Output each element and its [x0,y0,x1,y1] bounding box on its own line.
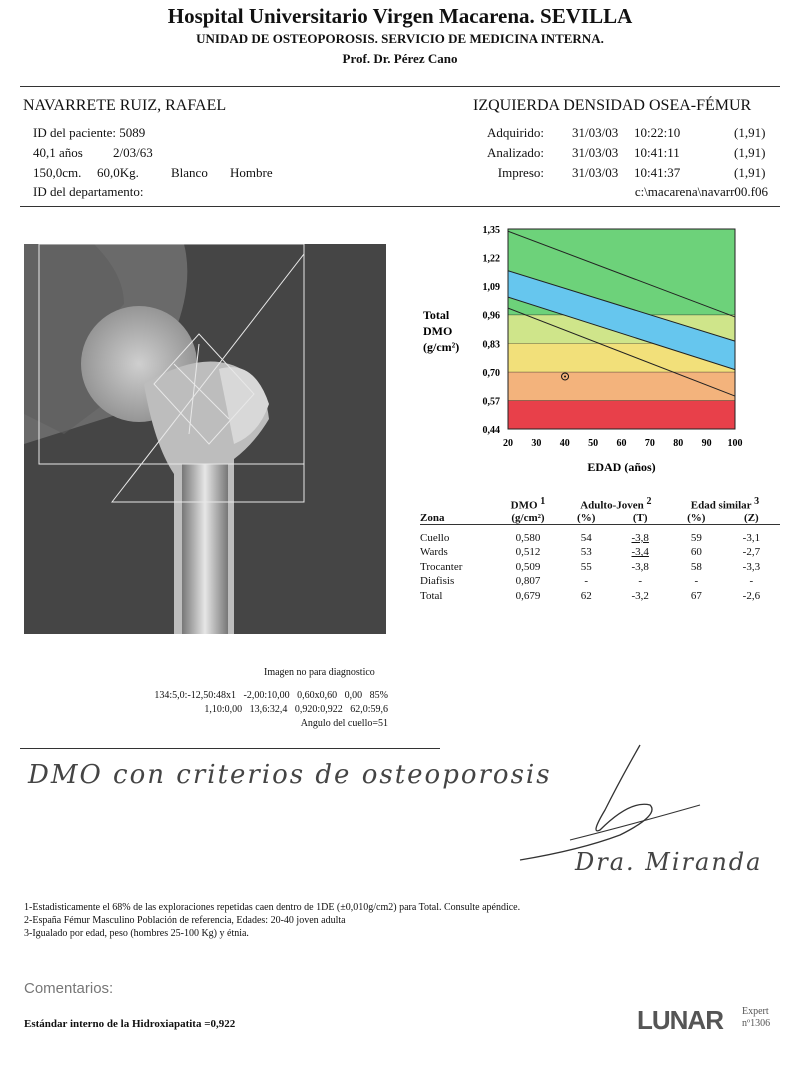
printed-version: (1,91) [734,165,766,180]
zone-name: Cuello [420,531,450,544]
patient-point-dot [564,375,566,377]
y-tick-label: 1,35 [482,225,500,236]
x-tick-label: 40 [559,438,570,449]
doctor-name: Dra. Miranda [575,848,763,876]
comments-label: Comentarios: [24,980,114,997]
dmo-value: 0,509 [515,560,541,573]
young-pct: 54 [580,531,592,544]
age-pct: 58 [690,560,702,573]
handwritten-comment: DMO con criterios de osteoporosis [28,760,552,790]
zone-name: Diafisis [420,575,455,588]
young-pct: - [584,575,589,588]
dmo-header: DMO [510,499,538,512]
comment-divider [20,748,440,749]
dmo-value: 0,580 [515,531,541,544]
x-tick-label: 60 [616,438,627,449]
young-pct-header: (%) [577,511,596,524]
x-tick-label: 50 [588,438,599,449]
y-tick-label: 0,57 [482,396,500,408]
expert-text: Expert [742,1006,769,1017]
zone-header: Zona [420,511,445,524]
department-id: ID del departamento: [33,184,144,199]
t-score: -3,4 [631,546,649,559]
y-axis-label: DMO [423,324,453,338]
femur-scan-image [24,244,386,634]
scan-params-line-1: 134:5,0:-12,50:48x1 -2,00:10,00 0,60x0,60 0,00 85% [154,690,388,701]
t-score: -3,8 [631,560,649,573]
footnote-2: 2-España Fémur Masculino Población de referencia, Edades: 20-40 joven adulta [24,915,346,926]
y-tick-label: 0,83 [482,339,500,351]
age-pct: 60 [690,546,702,559]
chart-band [508,400,735,429]
table-row [420,560,780,575]
analyzed-version: (1,91) [734,145,766,160]
professor-name: Prof. Dr. Pérez Cano [342,51,458,66]
x-tick-label: 70 [644,438,655,449]
patient-name: NAVARRETE RUIZ, RAFAEL [23,97,227,114]
age-matched-footnote-ref: 3 [754,496,760,507]
dmo-footnote-ref: 1 [540,496,546,507]
z-score: -3,3 [742,560,761,573]
dmo-value: 0,679 [515,589,541,602]
hospital-subtitle: UNIDAD DE OSTEOPOROSIS. SERVICIO DE MEDICINA INTERNA. [196,31,604,46]
patient-dob: 2/03/63 [113,145,153,160]
results-table [420,496,780,603]
footnote-3: 3-Igualado por edad, peso (hombres 25-100 Kg) y étnia. [24,928,249,939]
t-score: -3,2 [631,589,649,602]
analyzed-time: 10:41:11 [634,145,680,160]
file-path: c:\macarena\navarr00.f06 [634,184,768,199]
analyzed-label: Analizado: [486,145,544,160]
age-pct: - [694,575,699,588]
z-score: -3,1 [742,531,761,544]
z-score: -2,6 [742,589,761,602]
table-row [420,574,780,589]
x-tick-label: 90 [701,438,712,449]
dmo-age-chart [415,220,780,480]
lunar-expert-label [742,1006,770,1030]
y-axis-label: Total [423,308,450,322]
acquired-version: (1,91) [734,125,766,140]
table-row [420,531,780,546]
acquired-time: 10:22:10 [634,125,681,140]
zone-name: Trocanter [420,560,463,573]
y-tick-label: 0,70 [482,367,500,379]
analyzed-date: 31/03/03 [572,145,619,160]
patient-sex: Hombre [230,165,273,180]
header-divider [20,86,780,87]
z-score-header: (Z) [744,511,759,524]
device-number: nº1306 [742,1018,771,1029]
young-pct: 53 [580,546,592,559]
y-tick-label: 0,96 [482,310,500,322]
young-pct: 62 [580,589,592,602]
x-axis-label: EDAD (años) [587,460,656,474]
zone-name: Total [420,589,443,602]
chart-band [508,372,735,401]
x-tick-label: 20 [503,438,513,449]
patient-id: ID del paciente: 5089 [33,125,146,140]
patient-height: 150,0cm. [33,165,82,180]
study-title: IZQUIERDA DENSIDAD OSEA-FÉMUR [473,97,752,114]
young-adult-header: Adulto-Joven [580,499,644,512]
acquired-date: 31/03/03 [572,125,619,140]
z-score: -2,7 [742,546,761,559]
young-pct: 55 [580,560,592,573]
x-tick-label: 30 [531,438,542,449]
dmo-value: 0,807 [515,575,541,588]
age-pct-header: (%) [687,511,706,524]
patient-race: Blanco [171,165,208,180]
printed-date: 31/03/03 [572,165,619,180]
neck-angle: Angulo del cuello=51 [300,718,388,729]
zone-name: Wards [420,546,448,559]
table-row [420,589,780,604]
dmo-unit-header: (g/cm²) [511,511,545,524]
printed-time: 10:41:37 [634,165,681,180]
age-pct: 67 [690,589,702,602]
x-tick-label: 100 [727,438,743,449]
patient-age: 40,1 años [33,145,83,160]
printed-label: Impreso: [497,165,544,180]
image-note: Imagen no para diagnostico [264,667,375,678]
age-pct: 59 [690,531,702,544]
y-axis-label: (g/cm²) [423,340,460,354]
table-row [420,545,780,560]
scan-params-line-2: 1,10:0,00 13,6:32,4 0,920:0,922 62,0:59,6 [204,704,388,715]
dmo-value: 0,512 [515,546,541,559]
y-tick-label: 0,44 [482,425,500,436]
age-matched-header: Edad similar [690,499,752,512]
young-adult-footnote-ref: 2 [646,496,652,507]
y-tick-label: 1,22 [482,253,500,265]
t-score-header: (T) [632,511,648,524]
internal-standard: Estándar interno de la Hidroxiapatita =0,922 [24,1018,236,1030]
acquired-label: Adquirido: [486,125,544,140]
t-score: -3,8 [631,531,649,544]
t-score: - [638,575,643,588]
y-tick-label: 1,09 [482,282,500,294]
hospital-title: Hospital Universitario Virgen Macarena. SEVILLA [167,4,633,28]
z-score: - [749,575,754,588]
lunar-logo: LUNAR [637,1005,723,1035]
patient-weight: 60,0Kg. [97,165,139,180]
patient-divider [20,206,780,207]
footnote-1: 1-Estadisticamente el 68% de las exploraciones repetidas caen dentro de 1DE (±0,010g/cm2) para Total. Consulte apéndice. [24,902,521,913]
x-tick-label: 80 [673,438,684,449]
